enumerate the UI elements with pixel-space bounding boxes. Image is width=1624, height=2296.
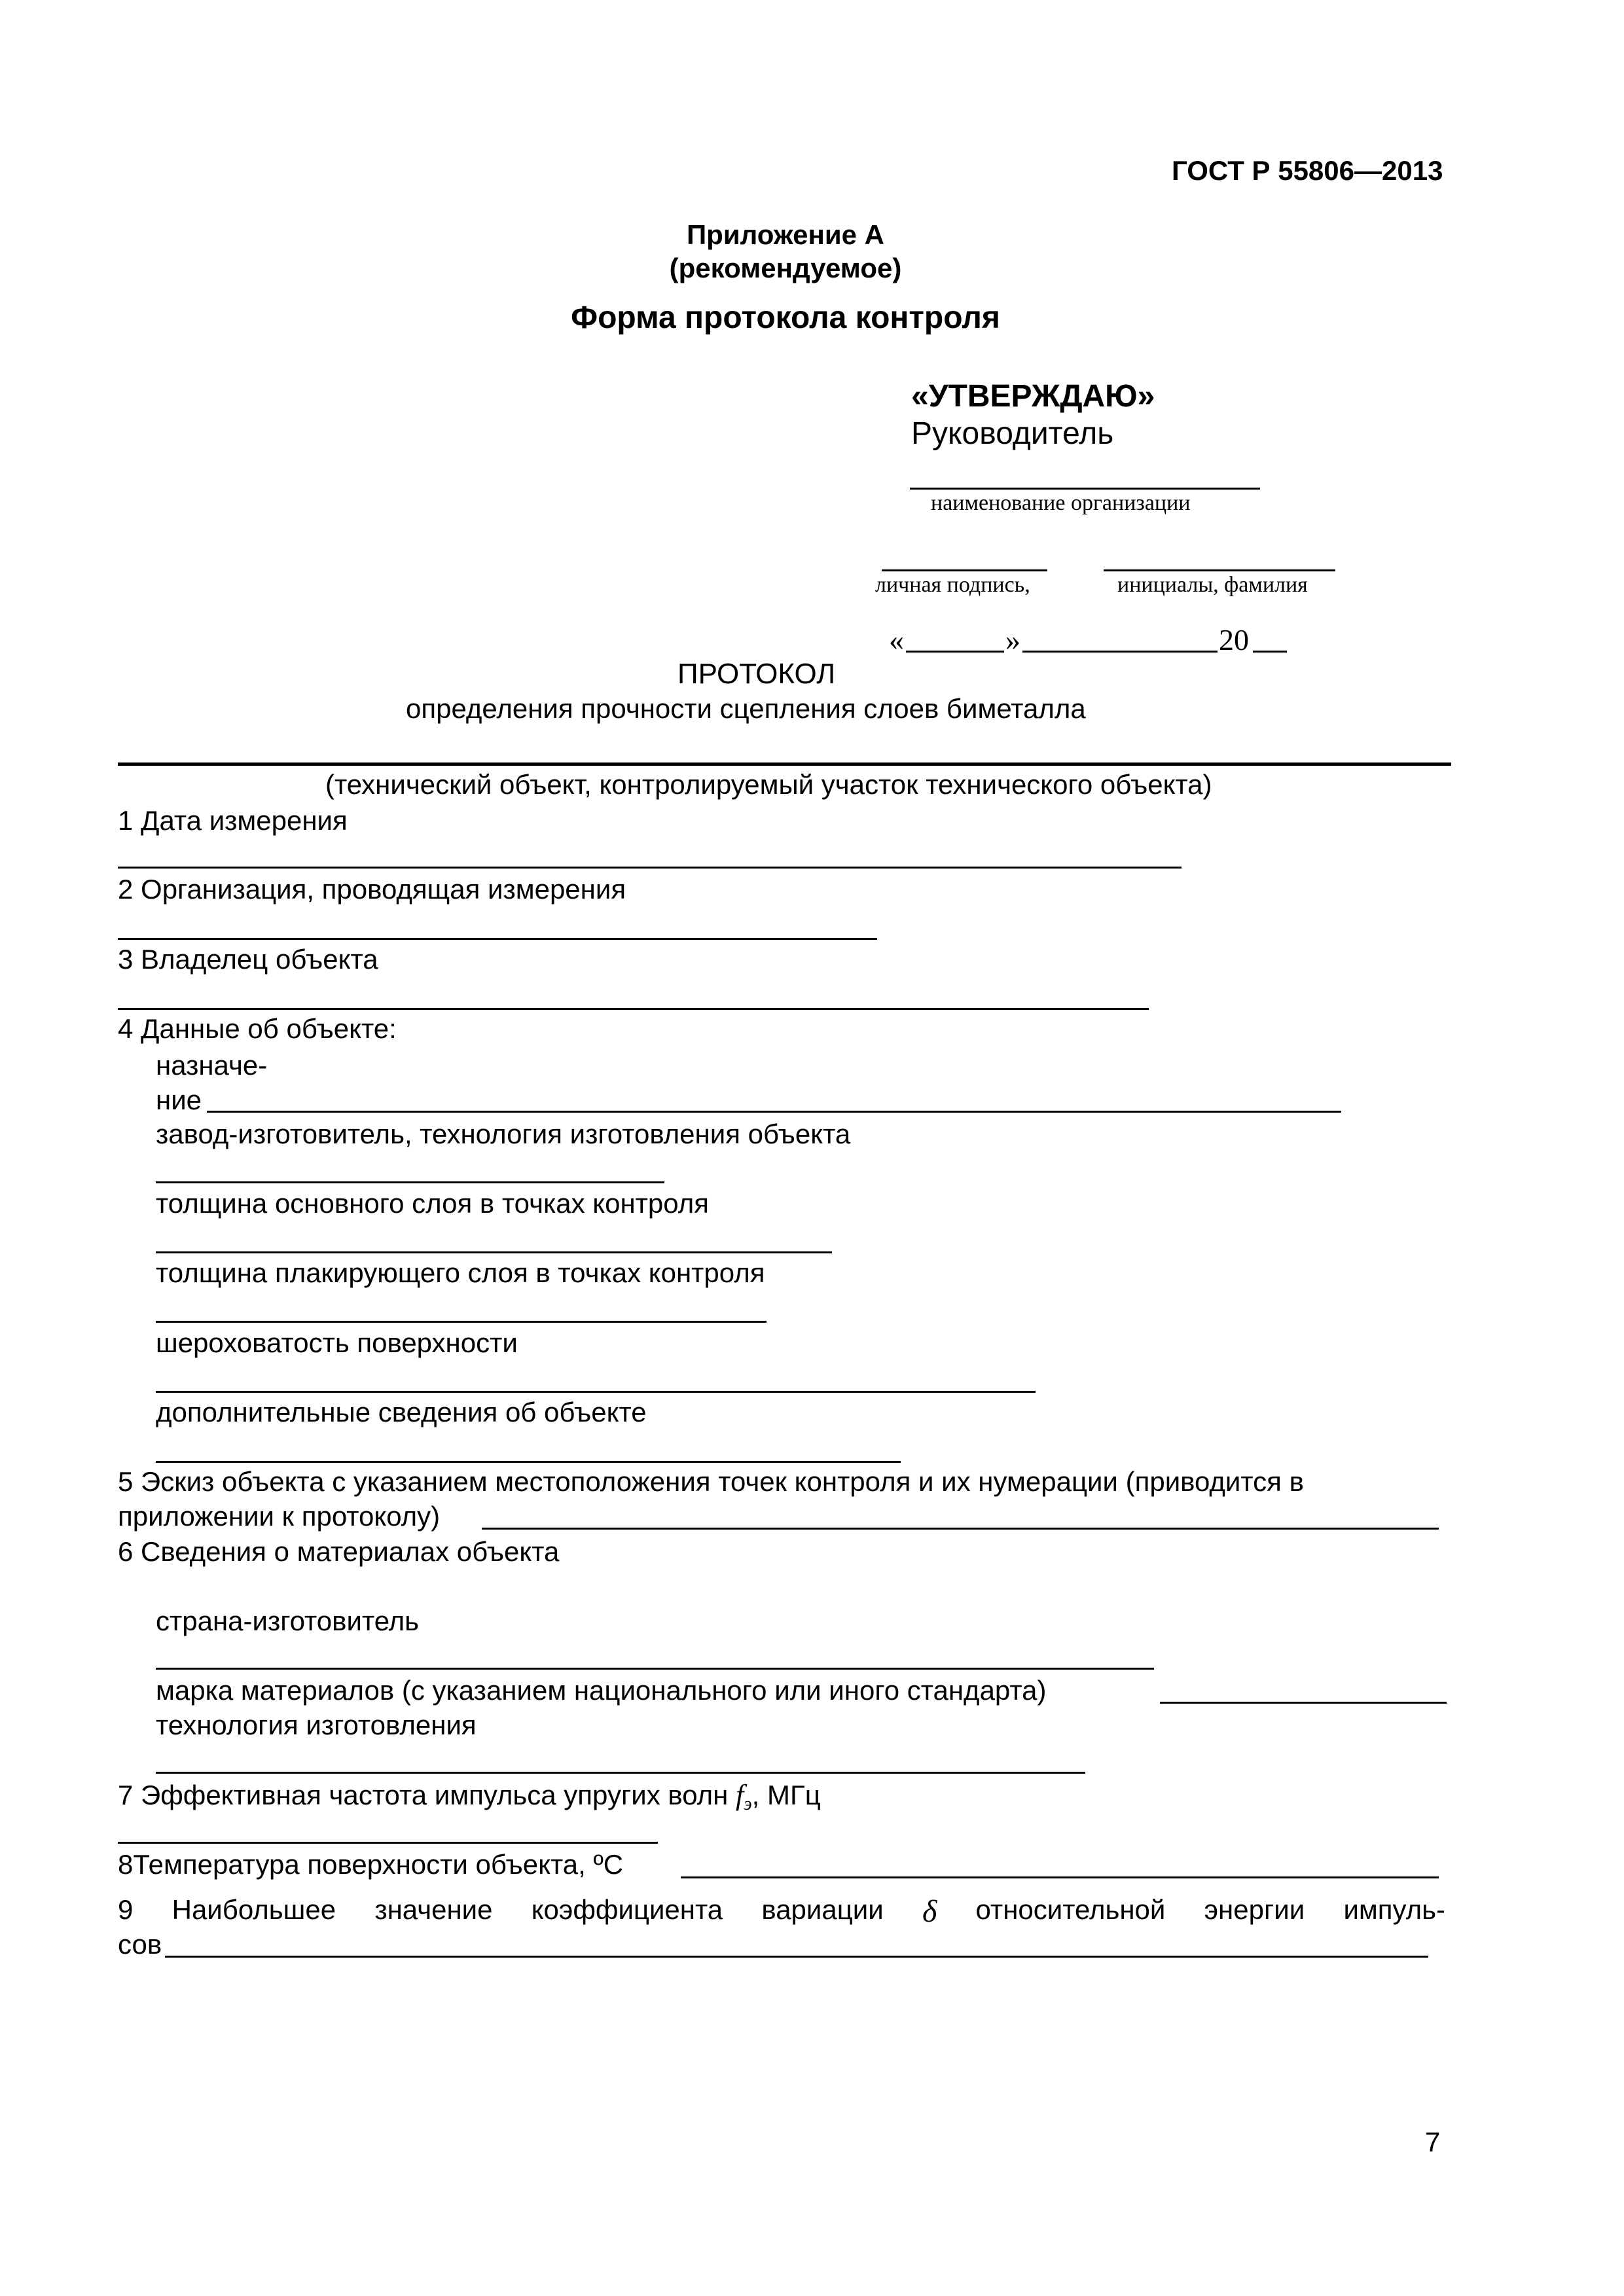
item-4-extra-label: дополнительные сведения об объекте [156,1397,647,1427]
item-4-purpose-b: ние [156,1085,202,1115]
item-9-word: коэффициента [531,1894,723,1925]
item-4-rough-line[interactable] [156,1391,1036,1393]
item-5-line[interactable] [482,1528,1439,1530]
item-4-clad-label: толщина плакирующего слоя в точках контроля [156,1257,765,1288]
approve-label: «УТВЕРЖДАЮ» [911,379,1155,414]
item-9-label-b: сов [118,1929,162,1960]
date-quote-close: » [1005,623,1020,656]
item-4-purpose-a: назначе- [156,1050,268,1081]
item-9-word: значение [374,1894,493,1925]
object-caption: (технический объект, контролируемый участок технического объекта) [325,769,1212,800]
item-6-country-line[interactable] [156,1668,1154,1670]
item-2-label: 2 Организация, проводящая измерения [118,874,626,905]
item-6-country-label: страна-изготовитель [156,1605,420,1636]
date-day-line[interactable] [906,651,1004,653]
org-name-caption: наименование организации [931,491,1191,515]
item-9-word: импуль- [1343,1894,1445,1925]
item-6-tech-label: технология изготовления [156,1710,477,1740]
org-name-line[interactable] [910,488,1260,490]
signature-caption: личная подпись, [875,573,1030,597]
item-9-delta-symbol: δ [922,1894,937,1929]
item-3-label: 3 Владелец объекта [118,944,378,975]
item-7-symbol: f [736,1779,744,1811]
item-6-grade-label: марка материалов (с указанием национального или иного стандарта) [156,1675,1047,1706]
item-6-label: 6 Сведения о материалах объекта [118,1536,560,1567]
item-9-word: 9 [118,1894,134,1925]
object-line[interactable] [118,762,1451,766]
item-1-line[interactable] [118,867,1182,869]
full-name-line[interactable] [1104,569,1335,571]
date-year-prefix: 20 [1219,623,1249,656]
page-number: 7 [1425,2126,1441,2157]
item-6-grade-line[interactable] [1160,1702,1447,1704]
signature-line[interactable] [882,569,1047,571]
item-4-maker-line[interactable] [156,1181,664,1183]
full-name-caption: инициалы, фамилия [1117,573,1308,597]
standard-number: ГОСТ Р 55806—2013 [1172,155,1443,186]
item-7-unit: , МГц [751,1780,821,1810]
item-7-text: 7 Эффективная частота импульса упругих волн [118,1780,729,1810]
item-8-line[interactable] [681,1876,1439,1878]
item-4-extra-line[interactable] [156,1461,901,1463]
protocol-subtitle: определения прочности сцепления слоев биметалла [406,693,1086,724]
item-7-subscript: э [744,1794,752,1814]
item-7-label [118,1781,821,1814]
item-9-word: вариации [761,1894,884,1925]
appendix-title: Приложение А [686,219,885,250]
item-6-tech-line[interactable] [156,1772,1085,1774]
date-quote-open: « [889,623,904,656]
head-label: Руководитель [911,416,1114,451]
form-title: Форма протокола контроля [571,300,1000,335]
item-4-maker-label: завод-изготовитель, технология изготовления объекта [156,1119,851,1149]
date-year-line[interactable] [1253,651,1287,653]
item-5-label-a: 5 Эскиз объекта с указанием местоположения точек контроля и их нумерации (приводится в [118,1466,1304,1497]
item-1-label: 1 Дата измерения [118,805,348,836]
item-9-word: энергии [1204,1894,1305,1925]
item-4-purpose-line[interactable] [207,1111,1341,1113]
item-4-label: 4 Данные об объекте: [118,1013,397,1044]
item-5-label-b: приложении к протоколу) [118,1501,441,1532]
item-4-clad-line[interactable] [156,1321,767,1323]
item-9-word: относительной [975,1894,1166,1925]
item-9-label-a [118,1896,1445,1928]
item-4-base-line[interactable] [156,1251,832,1253]
item-8-label: 8Температура поверхности объекта, ºС [118,1849,624,1880]
item-3-line[interactable] [118,1008,1149,1010]
item-9-line[interactable] [165,1956,1428,1958]
protocol-title: ПРОТОКОЛ [677,658,836,690]
item-9-word: Наибольшее [171,1894,336,1925]
appendix-status: (рекомендуемое) [669,253,902,283]
item-2-line[interactable] [118,938,877,940]
item-7-line[interactable] [118,1842,658,1844]
item-4-base-label: толщина основного слоя в точках контроля [156,1188,709,1219]
item-4-rough-label: шероховатость поверхности [156,1327,518,1358]
date-month-line[interactable] [1022,651,1218,653]
